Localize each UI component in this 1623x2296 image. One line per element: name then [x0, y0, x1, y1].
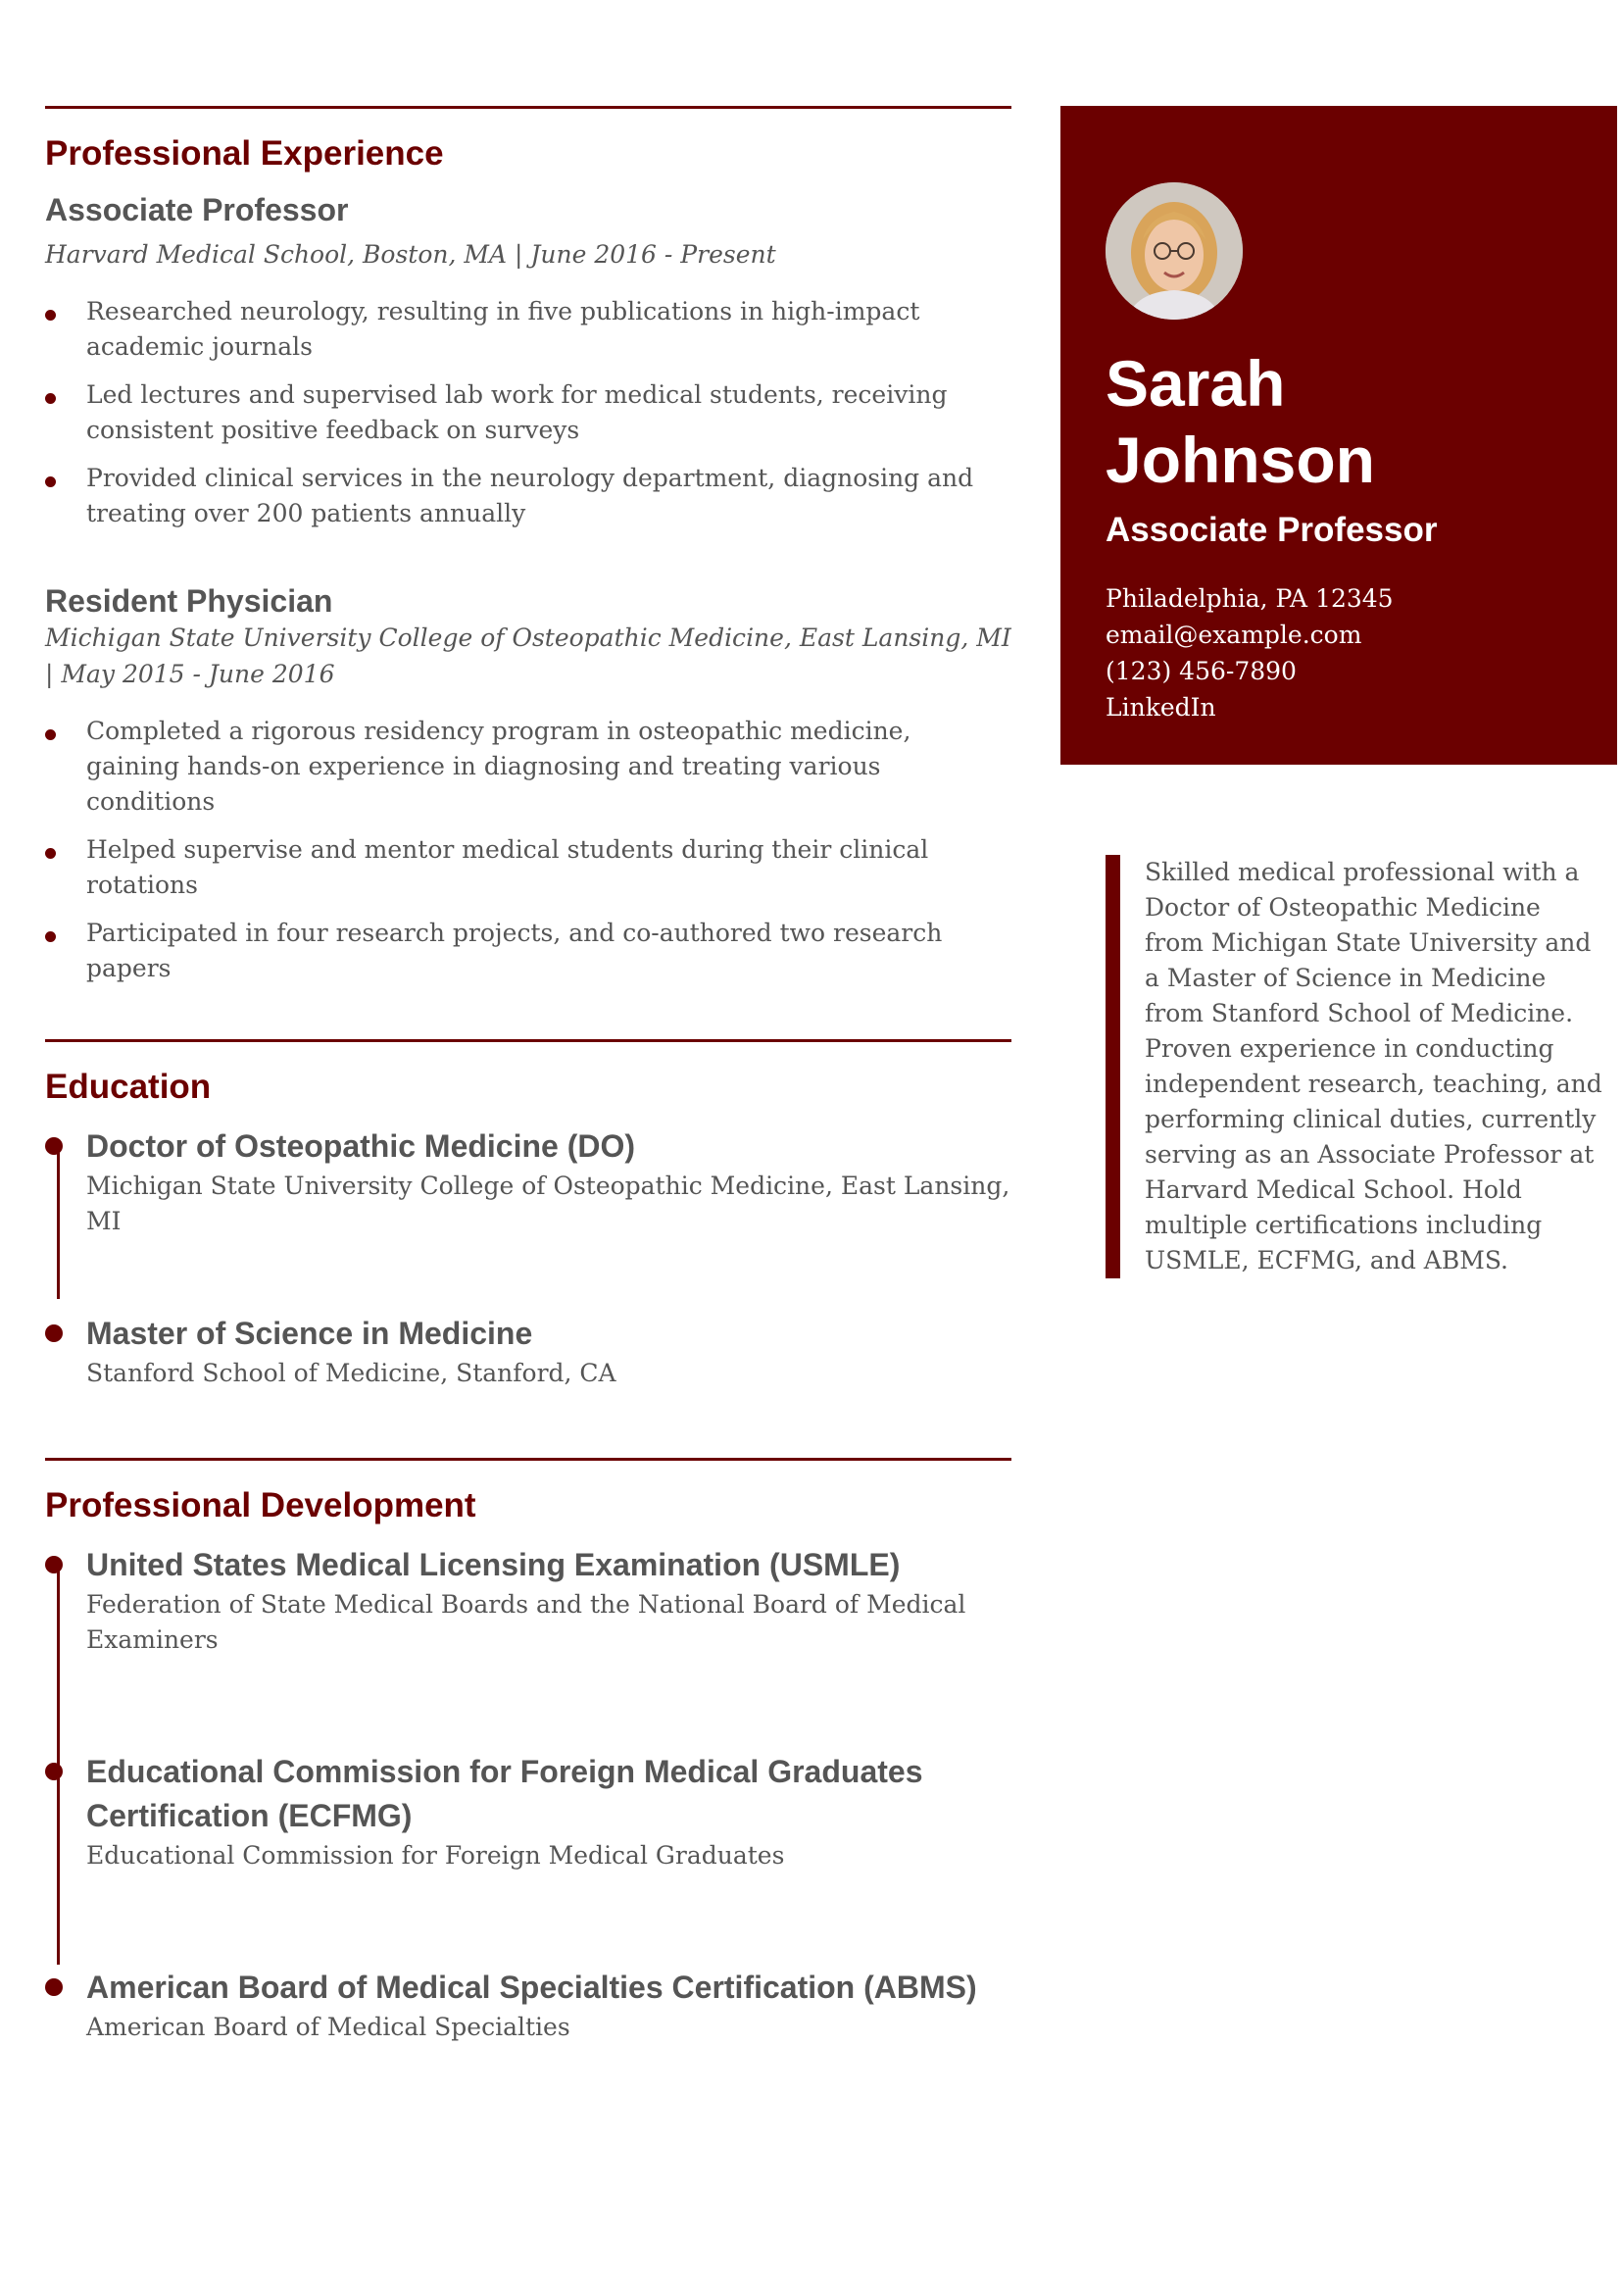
section-title: Professional Experience [45, 134, 444, 173]
timeline-line [57, 1144, 60, 1299]
linkedin-link[interactable]: LinkedIn [1106, 693, 1216, 722]
avatar [1106, 182, 1243, 320]
certification-title: United States Medical Licensing Examination (USMLE) [86, 1547, 901, 1582]
certification-issuer: Educational Commission for Foreign Medical Graduates [86, 1841, 785, 1870]
section-title: Education [45, 1068, 212, 1106]
timeline-node-icon [45, 1324, 63, 1342]
bullet-item: Completed a rigorous residency program in osteopathic medicine, gaining hands-on experience in diagnosing and treating various conditions [45, 714, 1011, 820]
avatar-photo-icon [1106, 182, 1243, 320]
contact-phone: (123) 456-7890 [1106, 657, 1297, 685]
school-name: Stanford School of Medicine, Stanford, CA [86, 1359, 616, 1387]
timeline-node-icon [45, 1978, 63, 1996]
experience-section [45, 106, 1011, 986]
bullet-dot-icon [45, 729, 56, 740]
bullet-dot-icon [45, 310, 56, 321]
degree-title: Doctor of Osteopathic Medicine (DO) [86, 1128, 636, 1164]
certification-item [86, 1750, 1011, 1873]
job-entry [45, 191, 1011, 531]
contact-location: Philadelphia, PA 12345 [1106, 584, 1394, 613]
job-meta: Michigan State University College of Osteopathic Medicine, East Lansing, MI | May 2015 - June 2016 [45, 624, 1011, 688]
certification-title: American Board of Medical Specialties Certification (ABMS) [86, 1970, 977, 2005]
job-meta: Harvard Medical School, Boston, MA | June 2016 - Present [45, 240, 776, 269]
bullet-item: Helped supervise and mentor medical students during their clinical rotations [45, 832, 1011, 903]
timeline-node-icon [45, 1137, 63, 1155]
bullet-dot-icon [45, 393, 56, 404]
section-title: Professional Development [45, 1486, 476, 1524]
bullet-item: Researched neurology, resulting in five publications in high-impact academic journals [45, 294, 1011, 365]
job-entry [45, 582, 1011, 986]
certification-item [86, 1543, 1011, 1658]
job-title-header: Associate Professor [1106, 511, 1438, 549]
bullet-item: Led lectures and supervised lab work for medical students, receiving consistent positive feedback on surveys [45, 377, 1011, 448]
contact-email-link[interactable]: email@example.com [1106, 621, 1362, 649]
certification-title: Educational Commission for Foreign Medical Graduates Certification (ECFMG) [86, 1754, 923, 1833]
certification-issuer: Federation of State Medical Boards and the National Board of Medical Examiners [86, 1590, 966, 1654]
development-section [45, 1458, 1011, 2045]
bullet-item: Provided clinical services in the neurology department, diagnosing and treating over 200 patients annually [45, 461, 1011, 531]
profile-header-card [1060, 106, 1617, 765]
development-timeline [45, 1543, 1011, 2045]
school-name: Michigan State University College of Osteopathic Medicine, East Lansing, MI [86, 1172, 1010, 1235]
education-item [86, 1312, 1011, 1391]
job-title: Associate Professor [45, 192, 349, 227]
timeline-node-icon [45, 1763, 63, 1780]
certification-item [86, 1966, 1011, 2045]
job-bullets [45, 294, 1011, 531]
bullet-dot-icon [45, 931, 56, 942]
contact-info [1106, 580, 1394, 725]
profile-summary: Skilled medical professional with a Doctor of Osteopathic Medicine from Michigan State University and a Master of Science in Medicine from Stanford School of Medicine. Proven experience in conducting independent research, teaching, and performing clinical duties, currently serving as an Associate Professor at Harvard Medical School. Hold multiple certifications including USMLE, ECFMG, and ABMS. [1106, 855, 1605, 1278]
bullet-dot-icon [45, 848, 56, 859]
last-name: Johnson [1106, 424, 1375, 496]
timeline-node-icon [45, 1556, 63, 1573]
degree-title: Master of Science in Medicine [86, 1316, 533, 1351]
education-section [45, 1039, 1011, 1391]
person-name [1106, 345, 1596, 498]
job-bullets [45, 714, 1011, 986]
bullet-dot-icon [45, 476, 56, 487]
education-item [86, 1124, 1011, 1239]
main-column [45, 106, 1011, 2045]
certification-issuer: American Board of Medical Specialties [86, 2013, 570, 2041]
first-name: Sarah [1106, 347, 1286, 420]
bullet-item: Participated in four research projects, and co-authored two research papers [45, 916, 1011, 986]
job-title: Resident Physician [45, 583, 333, 619]
education-timeline [45, 1124, 1011, 1391]
